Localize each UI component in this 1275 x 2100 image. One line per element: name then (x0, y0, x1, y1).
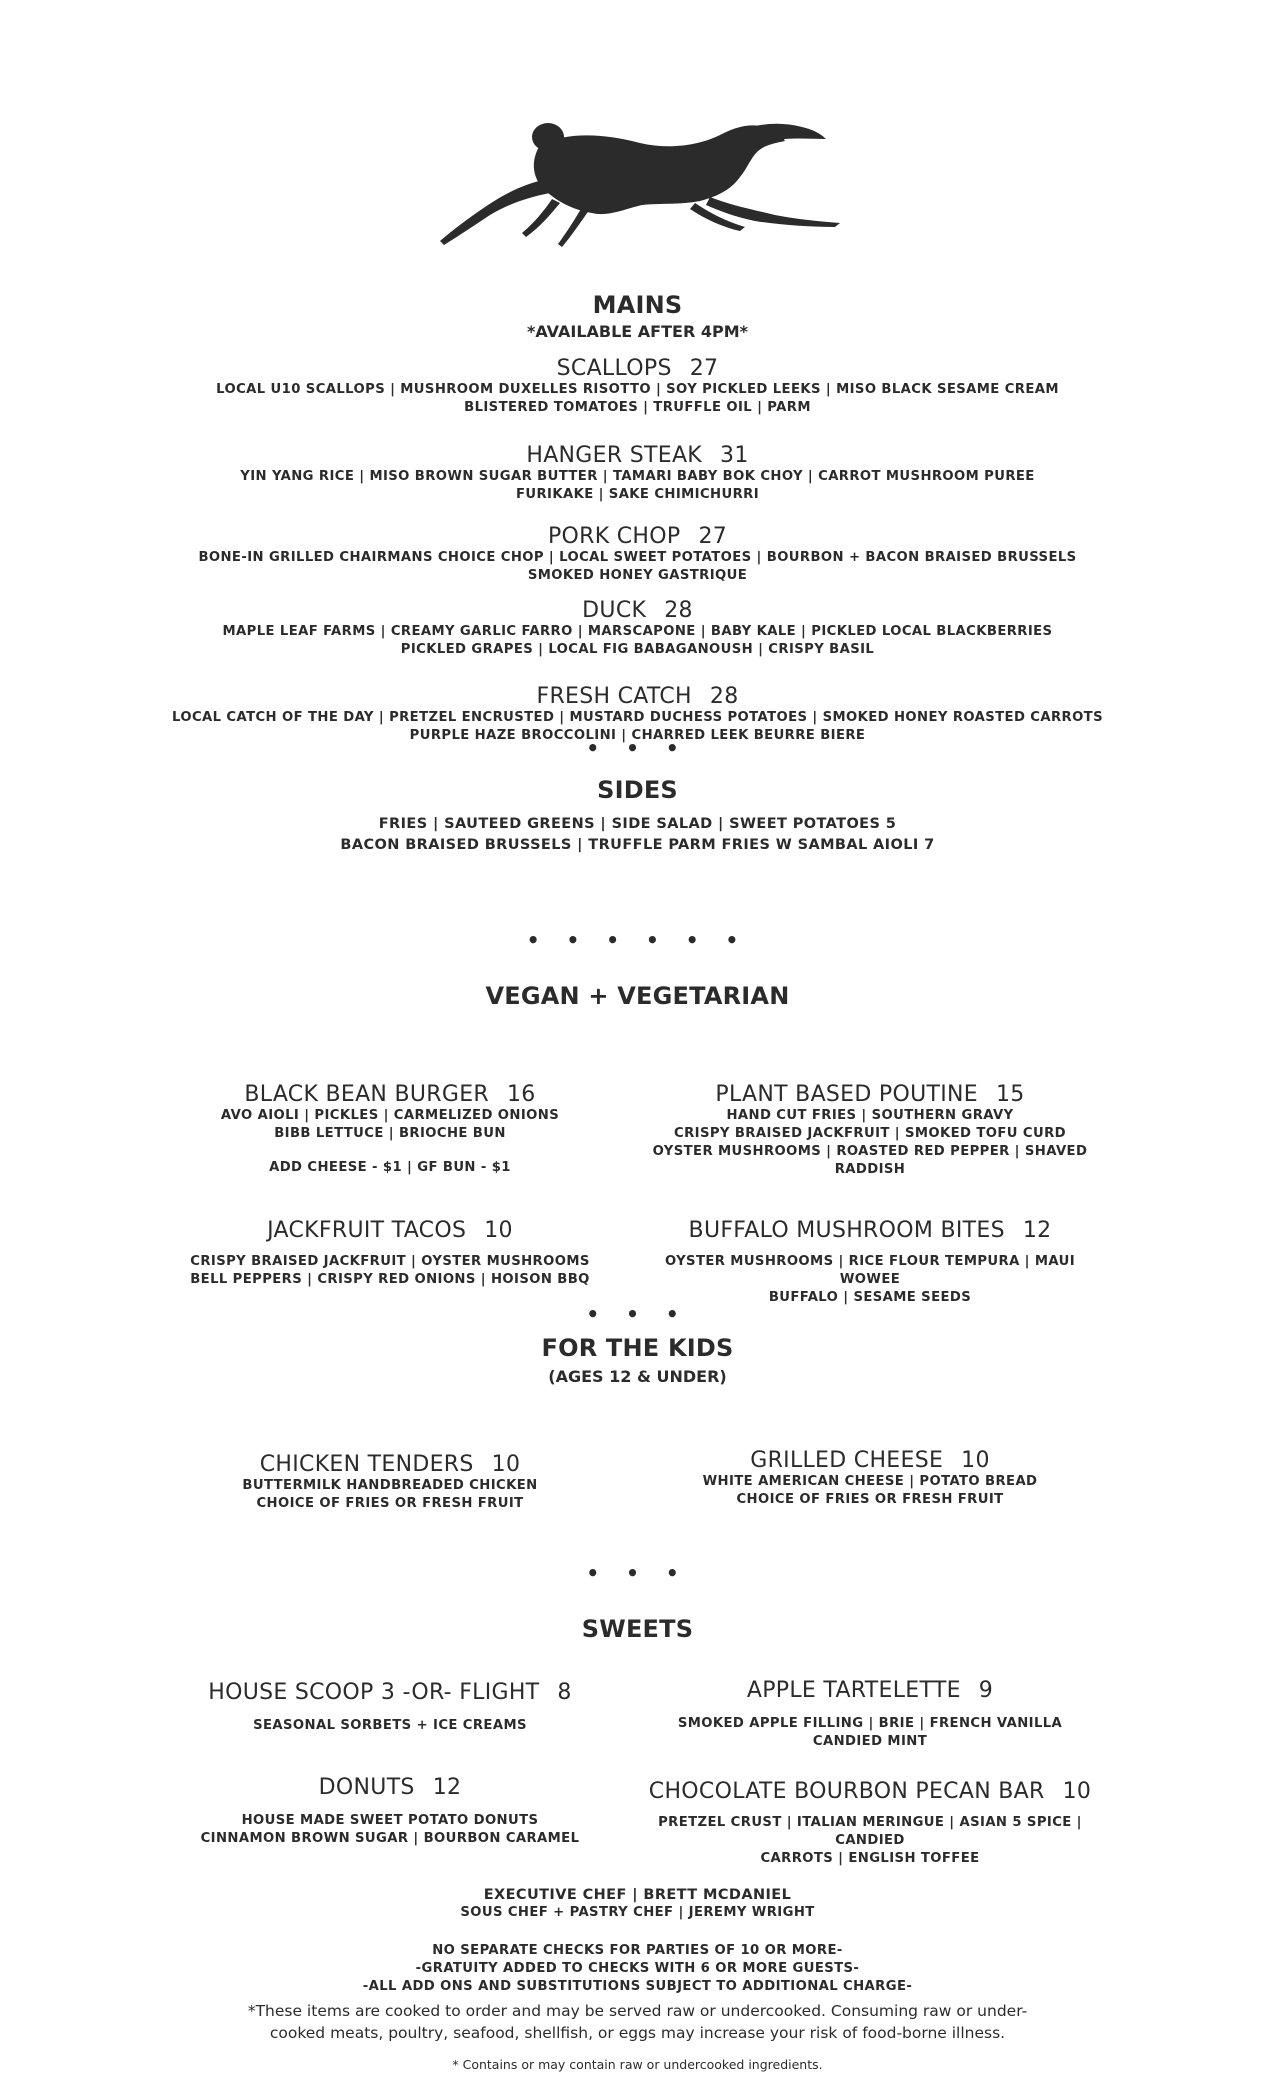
item-price: 8 (557, 1680, 572, 1705)
item-name: FRESH CATCH (536, 684, 692, 709)
item-desc: OYSTER MUSHROOMS | RICE FLOUR TEMPURA | MAUI WOWEE (664, 1254, 1076, 1287)
item-desc: PRETZEL CRUST | ITALIAN MERINGUE | ASIAN 5 SPICE | CANDIED (658, 1815, 1082, 1848)
item-desc: PURPLE HAZE BROCCOLINI | CHARRED LEEK BEURRE BIERE (409, 728, 866, 743)
item-name: HOUSE SCOOP 3 -OR- FLIGHT (208, 1680, 540, 1705)
item-desc: CINNAMON BROWN SUGAR | BOURBON CARAMEL (200, 1831, 580, 1846)
item-price: 10 (491, 1452, 521, 1477)
item-desc: BONE-IN GRILLED CHAIRMANS CHOICE CHOP | LOCAL SWEET POTATOES | BOURBON + BACON BRAISED BRUSSELS (198, 550, 1077, 565)
item-desc: AVO AIOLI | PICKLES | CARMELIZED ONIONS (220, 1108, 560, 1123)
item-name: BUFFALO MUSHROOM BITES (688, 1218, 1005, 1243)
item-desc: SMOKED APPLE FILLING | BRIE | FRENCH VANILLA (677, 1716, 1063, 1731)
menu-item-apple-tartelette (640, 1678, 1100, 1751)
item-desc: PICKLED GRAPES | LOCAL FIG BABAGANOUSH | CRISPY BASIL (400, 642, 875, 657)
item-desc: YIN YANG RICE | MISO BROWN SUGAR BUTTER | TAMARI BABY BOK CHOY | CARROT MUSHROOM PUREE (240, 469, 1035, 484)
item-name: PORK CHOP (547, 524, 681, 549)
menu-item-buffalo-mushroom-bites (640, 1218, 1100, 1307)
sous-chef: SOUS CHEF + PASTRY CHEF | JEREMY WRIGHT (460, 1905, 815, 1920)
divider-dots: • • • (586, 1561, 689, 1585)
mains-subtitle: *AVAILABLE AFTER 4PM* (527, 322, 748, 341)
item-price: 28 (709, 684, 739, 709)
policy-notes (0, 1942, 1275, 1996)
item-name: JACKFRUIT TACOS (267, 1218, 467, 1243)
kids-subtitle: (AGES 12 & UNDER) (548, 1367, 727, 1386)
menu-item-donuts (170, 1775, 610, 1848)
mains-title: MAINS (592, 291, 683, 319)
item-name: APPLE TARTELETTE (746, 1678, 961, 1703)
item-desc: CANDIED MINT (812, 1734, 928, 1749)
item-desc: WHITE AMERICAN CHEESE | POTATO BREAD (702, 1474, 1038, 1489)
menu-item-jackfruit-tacos (170, 1218, 610, 1289)
item-price: 12 (1022, 1218, 1052, 1243)
item-desc: MAPLE LEAF FARMS | CREAMY GARLIC FARRO | MARSCAPONE | BABY KALE | PICKLED LOCAL BLACKBERRIES (222, 624, 1053, 639)
item-price: 31 (720, 443, 749, 468)
chef-credits (0, 1886, 1275, 1922)
menu-item-plant-based-poutine (640, 1082, 1100, 1179)
item-note: ADD CHEESE - $1 | GF BUN - $1 (269, 1160, 511, 1175)
item-desc: SEASONAL SORBETS + ICE CREAMS (253, 1718, 527, 1733)
item-price: 28 (664, 598, 693, 623)
item-name: DUCK (582, 598, 647, 623)
item-name: DONUTS (318, 1775, 415, 1800)
item-name: BLACK BEAN BURGER (244, 1082, 489, 1107)
item-price: 10 (961, 1448, 990, 1473)
divider-dots: • • • (586, 1302, 689, 1326)
sides-list (0, 814, 1275, 856)
item-desc: HAND CUT FRIES | SOUTHERN GRAVY (726, 1108, 1014, 1123)
contains-note: * Contains or may contain raw or undercooked ingredients. (452, 2057, 823, 2072)
item-desc: CHOICE OF FRIES OR FRESH FRUIT (736, 1492, 1004, 1507)
item-desc: BLISTERED TOMATOES | TRUFFLE OIL | PARM (464, 400, 811, 415)
kids-title: FOR THE KIDS (541, 1334, 734, 1362)
item-price: 12 (432, 1775, 462, 1800)
item-name: PLANT BASED POUTINE (715, 1082, 978, 1107)
item-desc: BUFFALO | SESAME SEEDS (768, 1290, 972, 1305)
item-name: CHICKEN TENDERS (259, 1452, 474, 1477)
item-price: 16 (507, 1082, 536, 1107)
item-price: 27 (698, 524, 728, 549)
item-desc: LOCAL U10 SCALLOPS | MUSHROOM DUXELLES RISOTTO | SOY PICKLED LEEKS | MISO BLACK SESAME CREAM (216, 382, 1059, 397)
item-desc: OYSTER MUSHROOMS | ROASTED RED PEPPER | SHAVED RADDISH (652, 1144, 1088, 1177)
disclaimer-line: *These items are cooked to order and may be served raw or undercooked. Consuming raw or under- (247, 2002, 1028, 2020)
policy-line: NO SEPARATE CHECKS FOR PARTIES OF 10 OR MORE- (432, 1943, 843, 1958)
vegan-title: VEGAN + VEGETARIAN (485, 982, 790, 1010)
policy-line: -ALL ADD ONS AND SUBSTITUTIONS SUBJECT TO ADDITIONAL CHARGE- (362, 1979, 913, 1994)
menu-item-hanger-steak (0, 443, 1275, 504)
item-desc: CARROTS | ENGLISH TOFFEE (760, 1851, 980, 1866)
menu-item-chocolate-bourbon-pecan-bar (640, 1779, 1100, 1868)
item-price: 10 (484, 1218, 513, 1243)
divider-dots: • • • • • • (526, 928, 749, 952)
item-desc: SMOKED HONEY GASTRIQUE (527, 568, 748, 583)
item-desc: FURIKAKE | SAKE CHIMICHURRI (515, 487, 760, 502)
item-price: 27 (689, 356, 719, 381)
item-desc: CRISPY BRAISED JACKFRUIT | OYSTER MUSHROOMS (190, 1254, 590, 1269)
menu-item-chicken-tenders (170, 1452, 610, 1513)
item-name: GRILLED CHEESE (750, 1448, 944, 1473)
menu-item-duck (0, 598, 1275, 659)
item-desc: BIBB LETTUCE | BRIOCHE BUN (274, 1126, 506, 1141)
item-desc: LOCAL CATCH OF THE DAY | PRETZEL ENCRUSTED | MUSTARD DUCHESS POTATOES | SMOKED HONEY ROASTED CARROTS (172, 710, 1103, 725)
item-desc: CRISPY BRAISED JACKFRUIT | SMOKED TOFU CURD (674, 1126, 1066, 1141)
item-desc: BELL PEPPERS | CRISPY RED ONIONS | HOISON BBQ (190, 1272, 590, 1287)
item-name: CHOCOLATE BOURBON PECAN BAR (648, 1779, 1045, 1804)
menu-item-grilled-cheese (640, 1448, 1100, 1509)
disclaimer (0, 2000, 1275, 2044)
item-price: 10 (1062, 1779, 1092, 1804)
menu-item-black-bean-burger (170, 1082, 610, 1177)
sides-line: FRIES | SAUTEED GREENS | SIDE SALAD | SWEET POTATOES 5 (378, 816, 897, 832)
item-name: SCALLOPS (556, 356, 672, 381)
item-desc: HOUSE MADE SWEET POTATO DONUTS (241, 1813, 539, 1828)
sweets-title: SWEETS (581, 1615, 694, 1643)
divider-dots: • • • (586, 736, 689, 760)
menu-item-scallops (0, 356, 1275, 417)
disclaimer-line: cooked meats, poultry, seafood, shellfish, or eggs may increase your risk of food-borne illness. (269, 2024, 1006, 2042)
sides-line: BACON BRAISED BRUSSELS | TRUFFLE PARM FRIES W SAMBAL AIOLI 7 (340, 837, 935, 853)
policy-line: -GRATUITY ADDED TO CHECKS WITH 6 OR MORE GUESTS- (415, 1961, 860, 1976)
item-price: 15 (995, 1082, 1025, 1107)
rabbit-logo (430, 105, 850, 250)
item-price: 9 (978, 1678, 994, 1703)
menu-item-house-scoop (170, 1680, 610, 1735)
executive-chef: EXECUTIVE CHEF | BRETT MCDANIEL (483, 1887, 792, 1903)
item-desc: BUTTERMILK HANDBREADED CHICKEN (242, 1478, 538, 1493)
item-name: HANGER STEAK (526, 443, 703, 468)
item-desc: CHOICE OF FRIES OR FRESH FRUIT (256, 1496, 524, 1511)
sides-title: SIDES (597, 776, 678, 804)
menu-item-pork-chop (0, 524, 1275, 585)
